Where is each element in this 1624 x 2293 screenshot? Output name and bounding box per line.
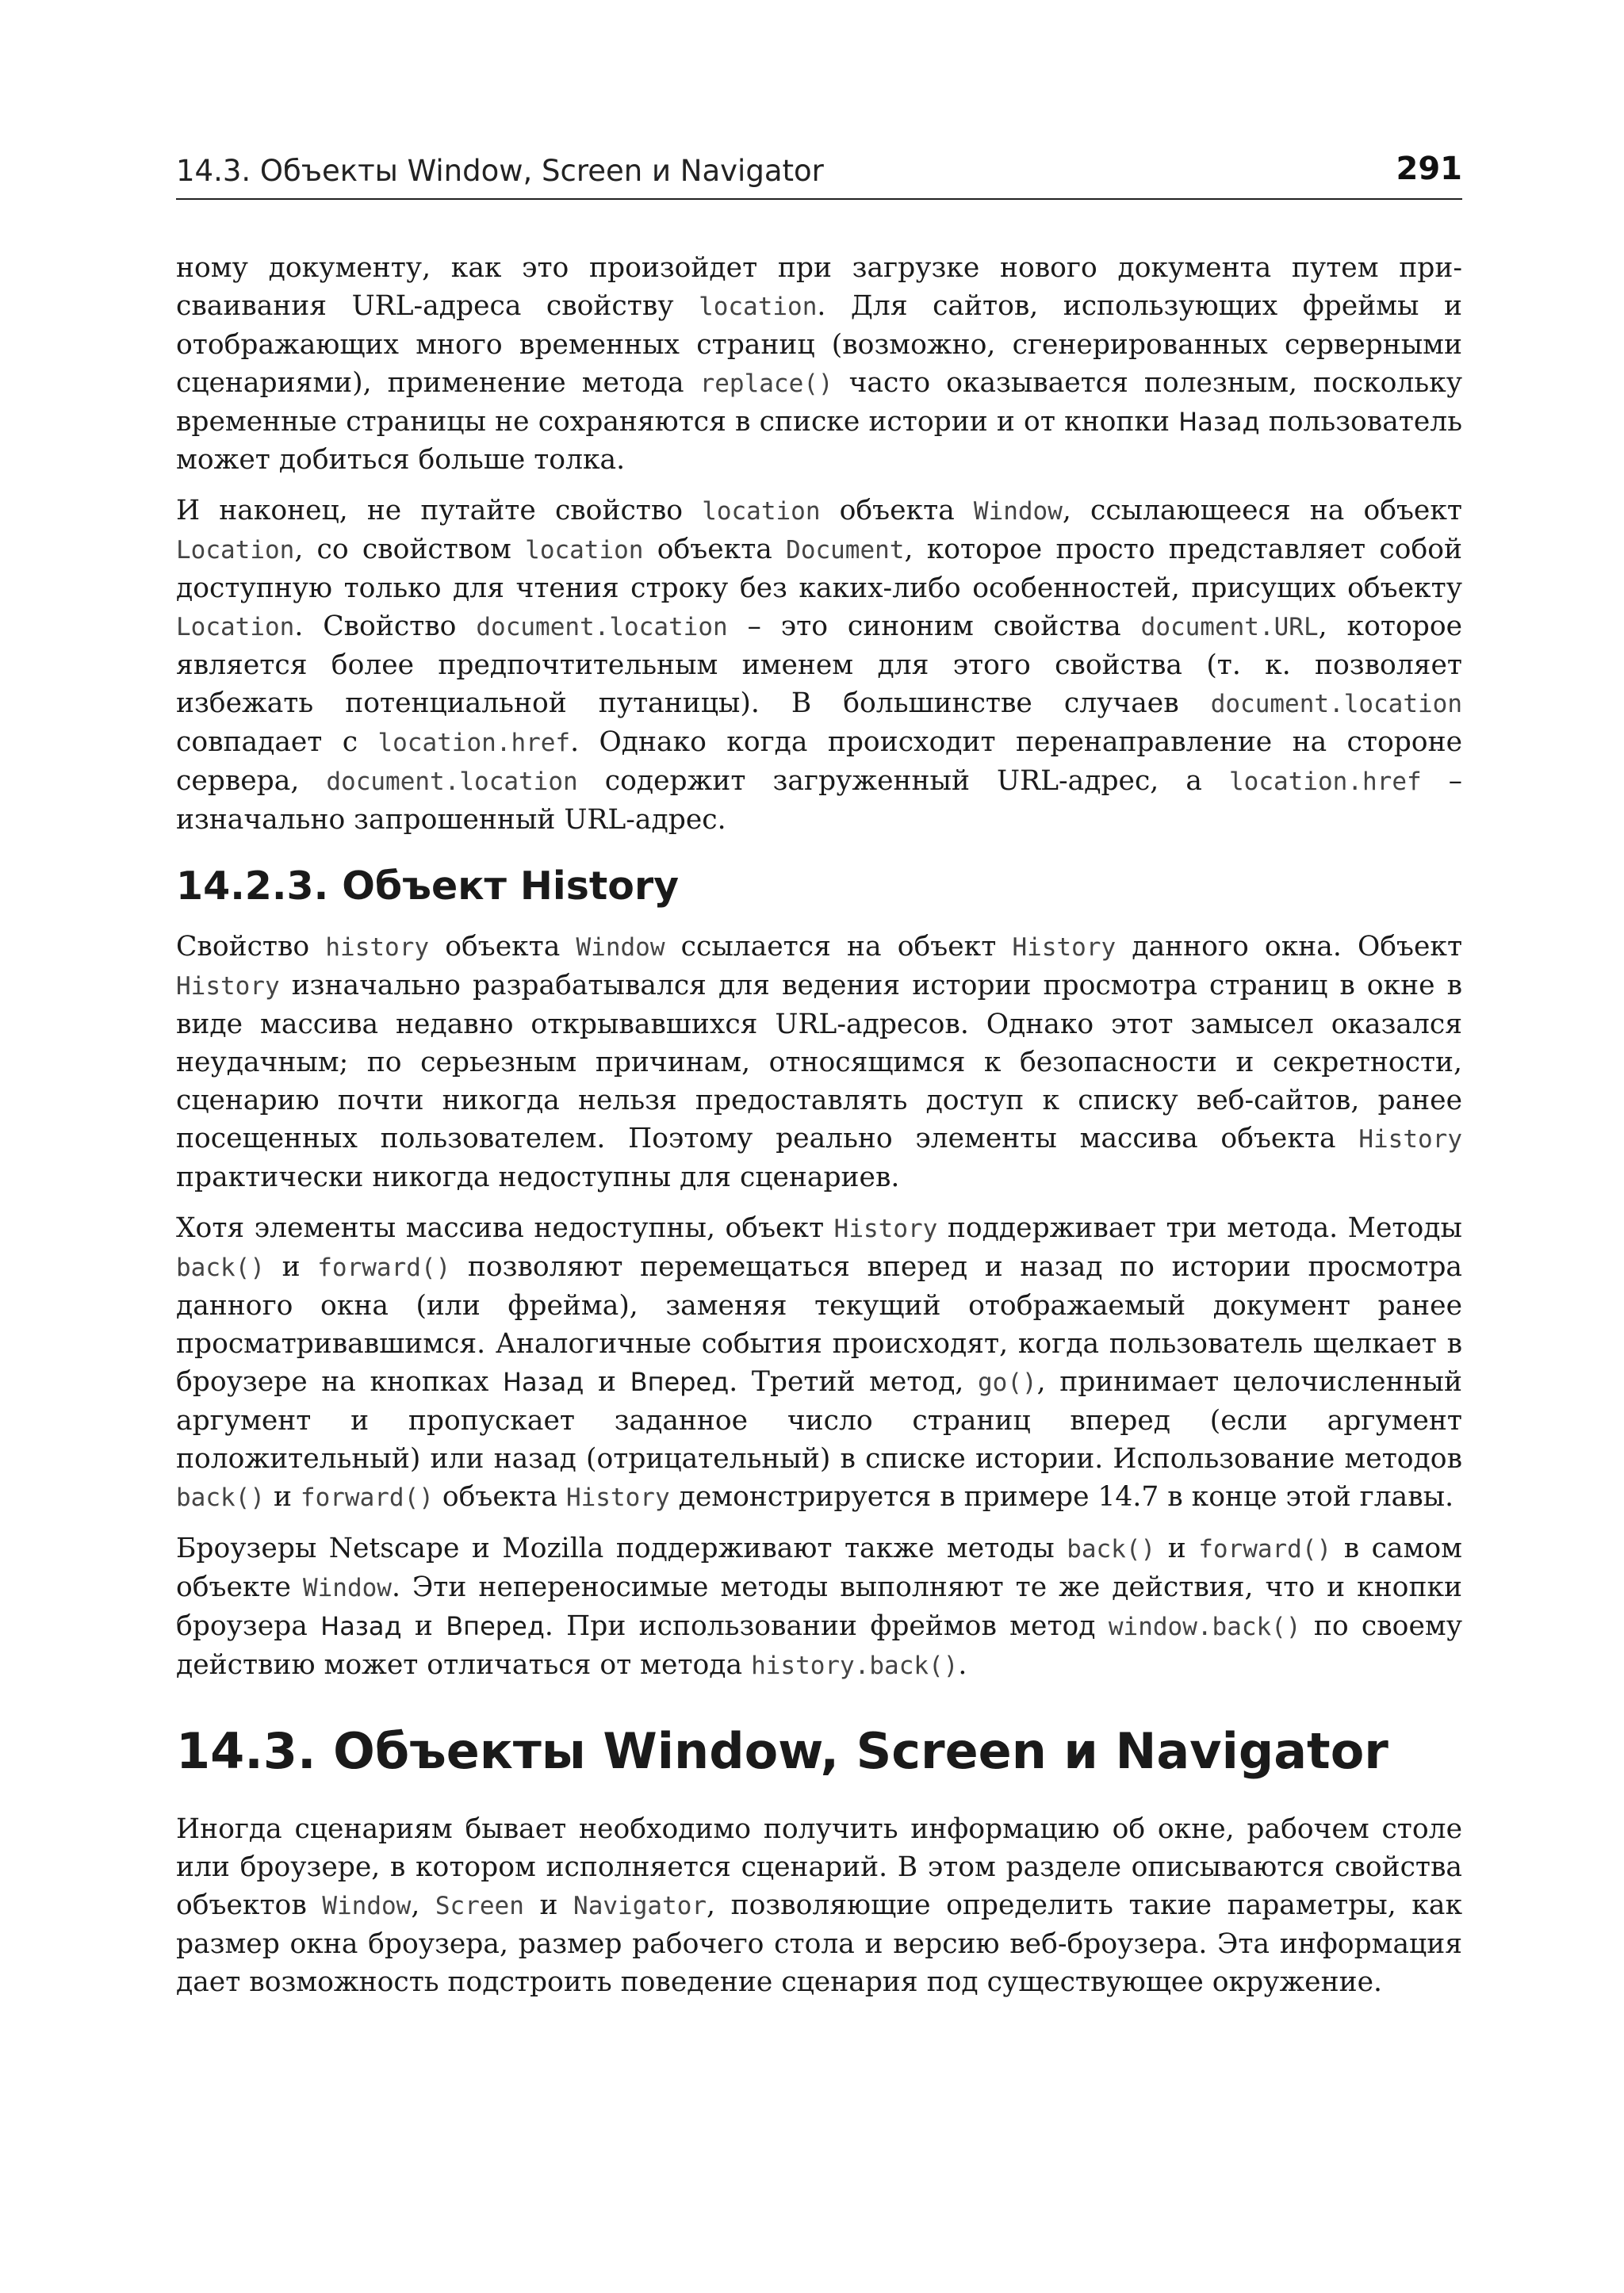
paragraph-history-methods xyxy=(176,1209,1462,1517)
paragraph-continuation xyxy=(176,249,1462,479)
code-window-back: window.back() xyxy=(1108,1613,1301,1641)
text-run: поддерживает три метода. Методы xyxy=(937,1212,1462,1244)
ui-term-back: Назад xyxy=(320,1611,402,1641)
paragraph-location-note xyxy=(176,492,1462,839)
text-run: Свойство xyxy=(176,931,326,963)
code-forward: forward() xyxy=(1198,1535,1332,1564)
text-run: , которое просто представляет собой доступную только для чтения строку без каких-либо особенностей, присущих объекту xyxy=(176,534,1462,604)
code-document-location: document.location xyxy=(476,613,728,641)
running-title: 14.3. Объекты Window, Screen и Navigator xyxy=(176,154,824,188)
text-run: и xyxy=(401,1610,446,1642)
text-run: Иногда сценариям бывает необходимо получить информацию об окне, рабочем столе или броузере, в котором исполняется сценарий. В этом разделе описываются свойства объектов xyxy=(176,1813,1462,1921)
text-run: демонстрируется в примере 14.7 в конце этой главы. xyxy=(669,1481,1454,1513)
ui-term-forward: Вперед xyxy=(630,1367,730,1397)
code-history-back: history.back() xyxy=(751,1652,959,1680)
text-run: содержит загруженный URL-адрес, а xyxy=(577,765,1230,797)
text-run: практически никогда недоступны для сценариев. xyxy=(176,1162,900,1193)
text-run: , которое является более предпочтительным именем для этого свойства (т. к. позволяет избежать потенциальной путаницы). В большинстве случаев xyxy=(176,611,1463,719)
text-run: изначально разрабатывался для ведения истории просмотра страниц в окне в виде массива недавно открывавшихся URL-адресов. Однако этот замысел оказался неудачным; по серьезным причинам, относящимся к безопасности и секретности, сценарию почти никогда нельзя предоставлять доступ к списку веб-сайтов, ранее посещенных пользователем. Поэтому реально элементы массива объекта xyxy=(176,970,1462,1154)
text-run: , ссылающееся на объект xyxy=(1062,495,1462,526)
paragraph-netscape-mozilla xyxy=(176,1529,1462,1685)
text-run: и xyxy=(523,1889,574,1921)
code-location-href: location.href xyxy=(1229,768,1422,796)
code-back: back() xyxy=(1067,1535,1156,1564)
text-run: объекта xyxy=(643,534,787,565)
text-run: . Однако когда происходит перенаправление на стороне сервера, xyxy=(176,726,1462,797)
code-location: location xyxy=(702,497,821,526)
text-run: и xyxy=(584,1366,630,1398)
text-run: в самом объекте xyxy=(176,1533,1462,1603)
code-history-object: History xyxy=(1012,933,1116,962)
paragraph-section-intro xyxy=(176,1810,1462,2001)
subsection-heading-history: 14.2.3. Объект History xyxy=(176,863,680,909)
code-back: back() xyxy=(176,1483,265,1512)
ui-term-back: Назад xyxy=(502,1367,584,1397)
text-run: , со свойством xyxy=(294,534,526,565)
code-navigator: Navigator xyxy=(573,1892,707,1920)
ui-term-back: Назад xyxy=(1178,407,1260,437)
text-run: объекта xyxy=(820,495,974,526)
code-document-location: document.location xyxy=(326,768,578,796)
code-history-object: History xyxy=(176,972,280,1001)
running-head xyxy=(176,151,1462,200)
code-back: back() xyxy=(176,1254,265,1282)
code-document-location: document.location xyxy=(1210,690,1462,718)
code-location: location xyxy=(525,536,644,565)
text-run: – изначально запрошенный URL-адрес. xyxy=(176,765,1462,836)
code-forward: forward() xyxy=(317,1254,451,1282)
code-replace: replace() xyxy=(699,369,833,398)
text-run: пользователь может добиться больше толка. xyxy=(176,406,1462,476)
code-screen: Screen xyxy=(435,1892,524,1920)
text-run: , позволяющие определить такие параметры, как размер окна броузера, размер рабочего стола и версию веб-броузера. Эта информация дает возможность подстроить поведение сценария под существующее окружение. xyxy=(176,1889,1463,1998)
text-run: Броузеры Netscape и Mozilla поддерживают также методы xyxy=(176,1533,1067,1564)
code-document: Document xyxy=(786,536,905,565)
text-run: , принимает целочисленный аргумент и пропускает заданное число страниц вперед (если аргумент положительный) или назад (отрицательный) в списке истории. Использование методов xyxy=(176,1366,1462,1475)
code-history-object: History xyxy=(565,1483,670,1512)
text-run: данного окна. Объект xyxy=(1116,931,1463,963)
text-run: , xyxy=(411,1889,435,1921)
code-document-url: document.URL xyxy=(1140,613,1319,641)
ui-term-forward: Вперед xyxy=(446,1611,545,1641)
text-run: . Третий метод, xyxy=(729,1366,978,1398)
page-number: 291 xyxy=(1396,151,1462,187)
text-run: Хотя элементы массива недоступны, объект xyxy=(176,1212,834,1244)
text-run: и xyxy=(1155,1533,1199,1564)
code-history-object: History xyxy=(1358,1125,1462,1154)
text-run: И наконец, не путайте свойство xyxy=(176,495,703,526)
code-history-property: history xyxy=(325,933,430,962)
paragraph-history-intro xyxy=(176,928,1462,1196)
text-run: . xyxy=(958,1649,967,1681)
text-run: – это синоним свойства xyxy=(727,611,1141,642)
code-window: Window xyxy=(322,1892,412,1920)
code-window: Window xyxy=(302,1574,392,1602)
text-run: объекта xyxy=(429,931,576,963)
text-run: . При использовании фреймов метод xyxy=(544,1610,1109,1642)
text-run: ному документу, как это произойдет при загрузке нового документа путем присваивания URL-адреса свойству xyxy=(176,252,1462,322)
code-forward: forward() xyxy=(300,1483,434,1512)
section-heading-window-screen-navigator: 14.3. Объекты Window, Screen и Navigator xyxy=(176,1722,1388,1780)
body-text xyxy=(176,249,1462,2014)
text-run: часто оказывается полезным, поскольку временные страницы не сохраняются в списке истории и от кнопки xyxy=(176,367,1462,438)
text-run: и xyxy=(264,1481,301,1513)
text-run: совпадает с xyxy=(176,726,378,758)
code-location-href: location.href xyxy=(377,729,571,757)
code-location-object: Location xyxy=(176,613,295,641)
text-run: позволяют перемещаться вперед и назад по истории просмотра данного окна (или фрейма), заменяя текущий отображаемый документ ранее просматривавшимся. Аналогичные события происходят, когда пользователь щелкает в броузере на кнопках xyxy=(176,1251,1462,1398)
text-run: и xyxy=(264,1251,318,1283)
text-run: . Свойство xyxy=(294,611,477,642)
code-location-object: Location xyxy=(176,536,295,565)
text-run: ссылается на объект xyxy=(665,931,1013,963)
code-window: Window xyxy=(973,497,1063,526)
code-history-object: History xyxy=(833,1215,938,1243)
text-run: по своему действию может отличаться от метода xyxy=(176,1610,1462,1681)
text-run: объекта xyxy=(433,1481,566,1513)
code-window: Window xyxy=(576,933,665,962)
text-run: . Эти непереносимые методы выполняют те же действия, что и кнопки броузера xyxy=(176,1571,1462,1642)
text-run: . Для сайтов, использующих фреймы и отображающих много временных страниц (возможно, сгенерированных серверными сценариями), применение метода xyxy=(176,290,1463,399)
code-go: go() xyxy=(978,1369,1037,1397)
code-location: location xyxy=(699,293,818,321)
